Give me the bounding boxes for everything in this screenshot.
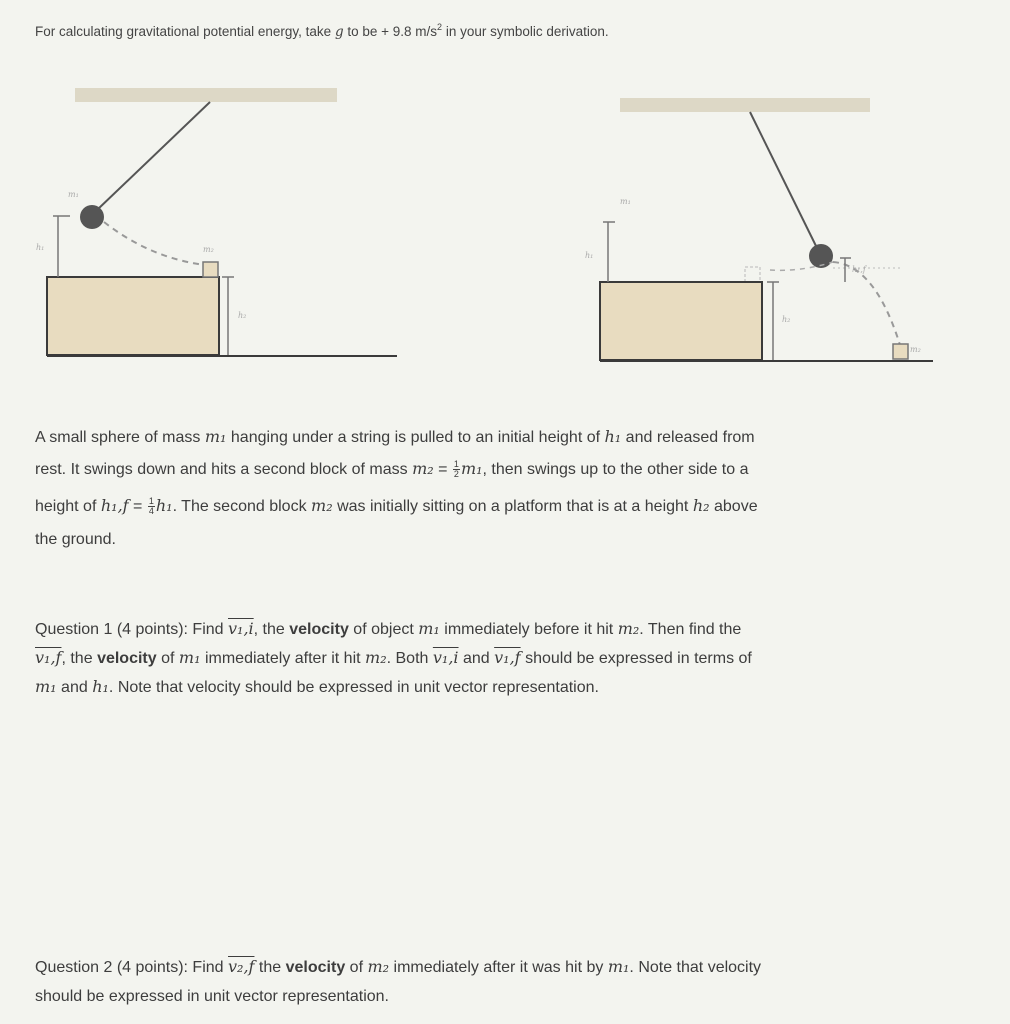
math-m2: m₂ (367, 957, 390, 976)
text: and (462, 650, 490, 667)
instruction-text-end: in your symbolic derivation. (445, 24, 609, 39)
text: . Then find the (639, 621, 742, 638)
math-m1: m₁ (35, 677, 57, 696)
math-h1: h₁ (92, 677, 109, 696)
question-2-line-2 (35, 980, 389, 1014)
right-table (600, 282, 762, 360)
text: rest. It swings down and hits a second block of mass (35, 461, 408, 478)
text: , the (61, 650, 93, 667)
text: immediately after it was hit by (393, 959, 604, 976)
math-m1: m₁ (418, 619, 440, 638)
math-h1: h₁ (604, 427, 622, 446)
g-symbol: g (334, 24, 344, 40)
text: of object (353, 621, 414, 638)
text: of (349, 959, 364, 976)
text: the (258, 959, 282, 976)
text: , the (253, 621, 285, 638)
math-h1: h₁ (155, 496, 173, 515)
denominator: 4 (148, 506, 154, 517)
text: . Note that velocity (629, 959, 762, 976)
question-1-line-3 (35, 670, 599, 705)
left-string (97, 102, 210, 210)
right-string (750, 112, 817, 248)
math-m2: m₂ (617, 619, 640, 638)
math-m2: m₂ (365, 648, 387, 667)
right-label-h1: h₁ (585, 251, 594, 260)
math-v1i: v₁,i (432, 648, 459, 667)
left-label-m1: m₁ (68, 190, 79, 199)
numerator: 1 (453, 459, 459, 470)
text: hanging under a string is pulled to an initial height of (230, 429, 601, 446)
left-block-m2 (203, 262, 218, 277)
denominator: 2 (453, 469, 459, 480)
bold-velocity: velocity (289, 621, 349, 638)
text: above (714, 498, 758, 515)
text: immediately after it hit (204, 650, 361, 667)
g-value: to be + 9.8 m/s (347, 24, 438, 39)
text: . Note that velocity should be expressed in unit vector representation. (108, 679, 599, 696)
instruction-text: For calculating gravitational potential energy, take (35, 24, 332, 39)
exponent: 2 (437, 22, 443, 32)
text: immediately before it hit (444, 621, 614, 638)
right-block-m2 (893, 344, 908, 359)
right-ceiling (620, 98, 870, 112)
equals: = (438, 461, 448, 478)
bold-velocity: velocity (97, 650, 157, 667)
text: should be expressed in terms of (525, 650, 752, 667)
pendulum-diagram (0, 0, 1010, 380)
left-label-h1: h₁ (36, 243, 45, 252)
math-v1i: v₁,i (228, 619, 254, 638)
right-label-h1f: h₁,f (852, 265, 866, 274)
text: , then swings up to the other side to a (482, 461, 749, 478)
text: of (161, 650, 175, 667)
text: Question 2 (4 points): Find (35, 959, 224, 976)
math-v2f: v₂,f (228, 957, 255, 976)
text: . The second block (172, 498, 307, 515)
right-label-m2: m₂ (910, 345, 921, 354)
left-label-m2: m₂ (203, 245, 214, 254)
problem-line-1 (35, 420, 755, 455)
math-m1: m₁ (607, 957, 630, 976)
math-v1f: v₁,f (494, 648, 521, 667)
text: was initially sitting on a platform that is at a height (337, 498, 689, 515)
right-label-m1: m₁ (620, 197, 631, 206)
fraction-quarter (148, 497, 155, 516)
left-diagram (36, 88, 397, 356)
fraction-half (453, 460, 460, 479)
text: and released from (625, 429, 755, 446)
text: the ground. (35, 531, 116, 548)
math-h1f: h₁,f (100, 496, 129, 515)
right-fall-path (833, 262, 900, 345)
left-swing-path (104, 222, 205, 265)
math-m1: m₁ (178, 648, 201, 667)
numerator: 1 (148, 496, 154, 507)
right-block-initial (745, 267, 760, 282)
text: Question 1 (4 points): Find (35, 621, 224, 638)
right-sphere (809, 244, 833, 268)
text: should be expressed in unit vector representation. (35, 988, 389, 1005)
problem-line-2 (35, 452, 748, 487)
text: A small sphere of mass (35, 429, 201, 446)
text: . Both (386, 650, 429, 667)
text: and (61, 679, 88, 696)
problem-line-3 (35, 489, 758, 524)
left-ceiling (75, 88, 337, 102)
right-label-h2: h₂ (782, 315, 791, 324)
bold-velocity: velocity (285, 959, 346, 976)
problem-line-4 (35, 523, 116, 557)
math-h2: h₂ (692, 496, 710, 515)
left-table (47, 277, 219, 355)
equals: = (133, 498, 143, 515)
left-label-h2: h₂ (238, 311, 247, 320)
math-m2: m₂ (311, 496, 333, 515)
math-v1f: v₁,f (35, 648, 62, 667)
math-m1: m₁ (204, 427, 227, 446)
right-diagram (585, 98, 933, 361)
math-m1: m₁ (460, 459, 483, 478)
text: height of (35, 498, 97, 515)
left-sphere (80, 205, 104, 229)
math-m2: m₂ (412, 459, 434, 478)
